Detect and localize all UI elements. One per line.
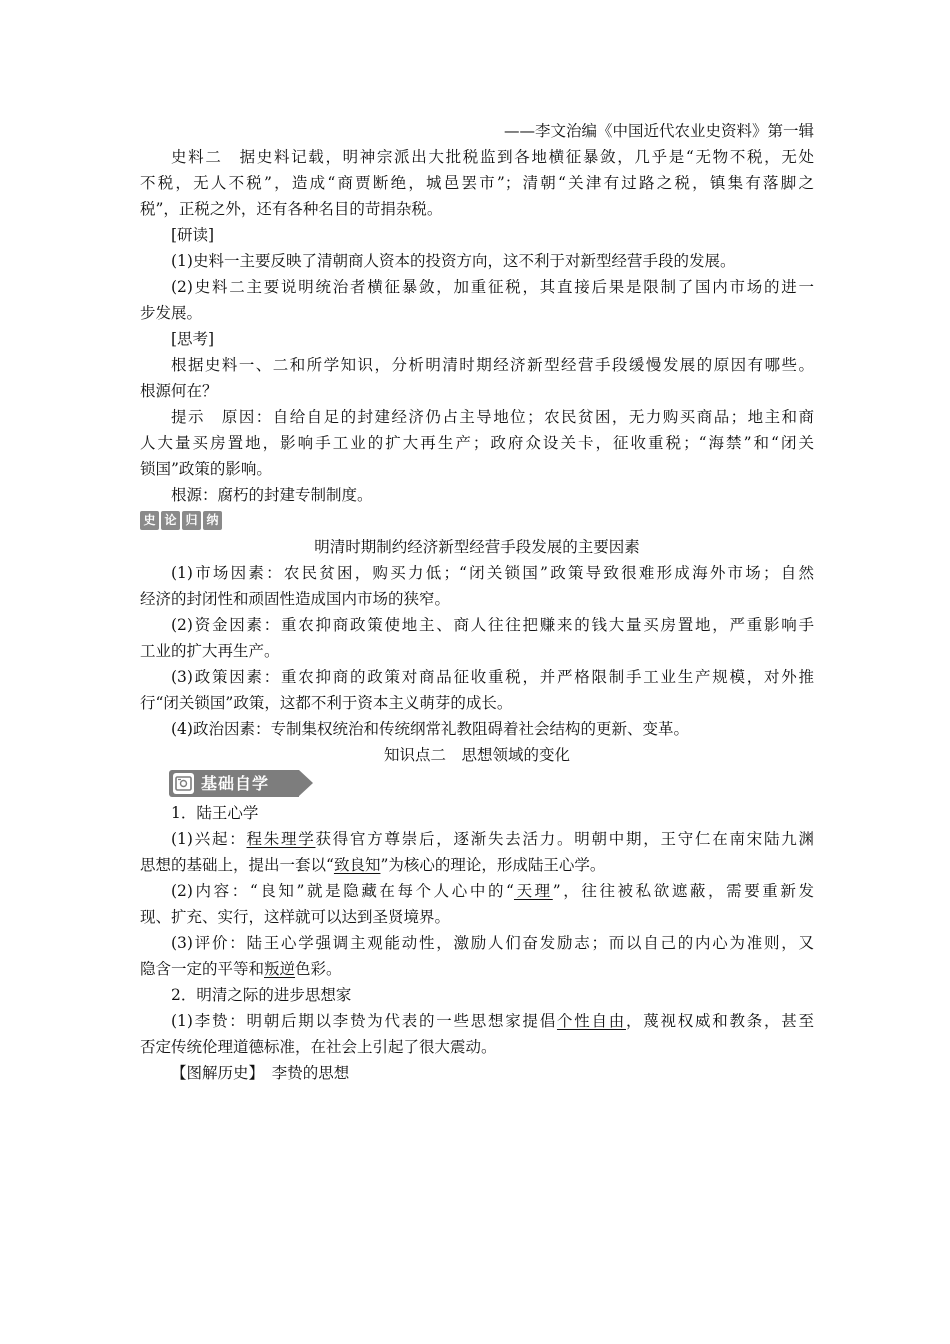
- underlined-term: 致良知: [333, 856, 381, 874]
- think-heading: [思考]: [171, 330, 215, 348]
- s1-content-line-1: (2)内容：“良知”就是隐藏在每个人心中的“天理”，往往被私欲遮蔽，需要重新发: [171, 882, 814, 900]
- hint-line-1: 提示 原因：自给自足的封建经济仍占主导地位；农民贫困，无力购买商品；地主和商: [171, 408, 814, 426]
- underlined-term: 程朱理学: [246, 830, 316, 848]
- material2-line-1: 史料二 据史料记载，明神宗派出大批税监到各地横征暴敛，几乎是“无物不税，无处: [171, 148, 814, 166]
- summary-line-5: (3)政策因素：重农抑商的政策对商品征收重税，并严格限制手工业生产规模，对外推: [171, 668, 814, 686]
- hint-line-2: 人大量买房置地，影响手工业的扩大再生产；政府众设关卡，征收重税；“海禁”和“闭关: [140, 434, 814, 452]
- s1-rise-line-1: (1)兴起：程朱理学获得官方尊崇后，逐渐失去活力。明朝中期，王守仁在南宋陆九渊: [171, 830, 814, 848]
- summary-line-1: (1)市场因素：农民贫困，购买力低；“闭关锁国”政策导致很难形成海外市场；自然: [171, 564, 814, 582]
- hint-line-3: 锁国”政策的影响。: [140, 460, 272, 478]
- study-heading: [研读]: [171, 226, 215, 244]
- page-content: [140, 118, 814, 1086]
- study-line-3: 步发展。: [140, 304, 203, 322]
- root-cause-line: 根源：腐朽的封建专制制度。: [171, 486, 373, 504]
- badge-char: 论: [161, 511, 180, 530]
- think-line-1: 根据史料一、二和所学知识，分析明清时期经济新型经营手段缓慢发展的原因有哪些。: [171, 356, 814, 374]
- underlined-term: 天理: [513, 882, 553, 900]
- illustration-caption: 【图解历史】 李贽的思想: [171, 1064, 350, 1082]
- summary-badge: [140, 511, 224, 530]
- badge-char: 史: [140, 511, 159, 530]
- badge-char: 归: [182, 511, 201, 530]
- s1-eval-line-2: 隐含一定的平等和叛逆色彩。: [140, 960, 342, 978]
- study-line-2: (2)史料二主要说明统治者横征暴敛，加重征税，其直接后果是限制了国内市场的进一: [171, 278, 814, 296]
- material2-line-3: 税”，正税之外，还有各种名目的苛捐杂税。: [140, 200, 443, 218]
- source-citation: ——李文治编《中国近代农业史资料》第一辑: [503, 122, 814, 140]
- badge-char: 纳: [203, 511, 222, 530]
- summary-line-7: (4)政治因素：专制集权统治和传统纲常礼教阻碍着社会结构的更新、变革。: [171, 720, 689, 738]
- knowledge-point-title: 知识点二 思想领域的变化: [383, 746, 570, 764]
- section2-title: 2．明清之际的进步思想家: [171, 986, 352, 1004]
- study-line-1: (1)史料一主要反映了清朝商人资本的投资方向，这不利于对新型经营手段的发展。: [171, 252, 736, 270]
- self-study-banner: [169, 770, 314, 797]
- s1-rise-line-2: 思想的基础上，提出一套以“致良知”为核心的理论，形成陆王心学。: [140, 856, 606, 874]
- s2-lizhi-line-2: 否定传统伦理道德标准，在社会上引起了很大震动。: [140, 1038, 497, 1056]
- think-line-2: 根源何在？: [140, 382, 218, 400]
- summary-line-4: 工业的扩大再生产。: [140, 642, 280, 660]
- self-study-banner-row: [140, 768, 814, 800]
- summary-badge-row: [140, 508, 814, 534]
- section1-title: 1．陆王心学: [171, 804, 259, 822]
- material2-line-2: 不税，无人不税”，造成“商贾断绝，城邑罢市”；清朝“关津有过路之税，镇集有落脚之: [140, 174, 814, 192]
- underlined-term: 个性自由: [556, 1012, 626, 1030]
- banner-label: 基础自学: [201, 774, 270, 793]
- s2-lizhi-line-1: (1)李贽：明朝后期以李贽为代表的一些思想家提倡个性自由，蔑视权威和教条，甚至: [171, 1012, 814, 1030]
- summary-line-2: 经济的封闭性和顽固性造成国内市场的狭窄。: [140, 590, 451, 608]
- underlined-term: 叛逆: [264, 960, 296, 978]
- s1-eval-line-1: (3)评价：陆王心学强调主观能动性，激励人们奋发励志；而以自己的内心为准则，又: [171, 934, 814, 952]
- summary-line-6: 行“闭关锁国”政策，这都不利于资本主义萌芽的成长。: [140, 694, 513, 712]
- s1-content-line-2: 现、扩充、实行，这样就可以达到圣贤境界。: [140, 908, 451, 926]
- summary-title: 明清时期制约经济新型经营手段发展的主要因素: [314, 538, 640, 556]
- book-icon: [173, 773, 194, 794]
- summary-line-3: (2)资金因素：重农抑商政策使地主、商人往往把赚来的钱大量买房置地，严重影响手: [171, 616, 814, 634]
